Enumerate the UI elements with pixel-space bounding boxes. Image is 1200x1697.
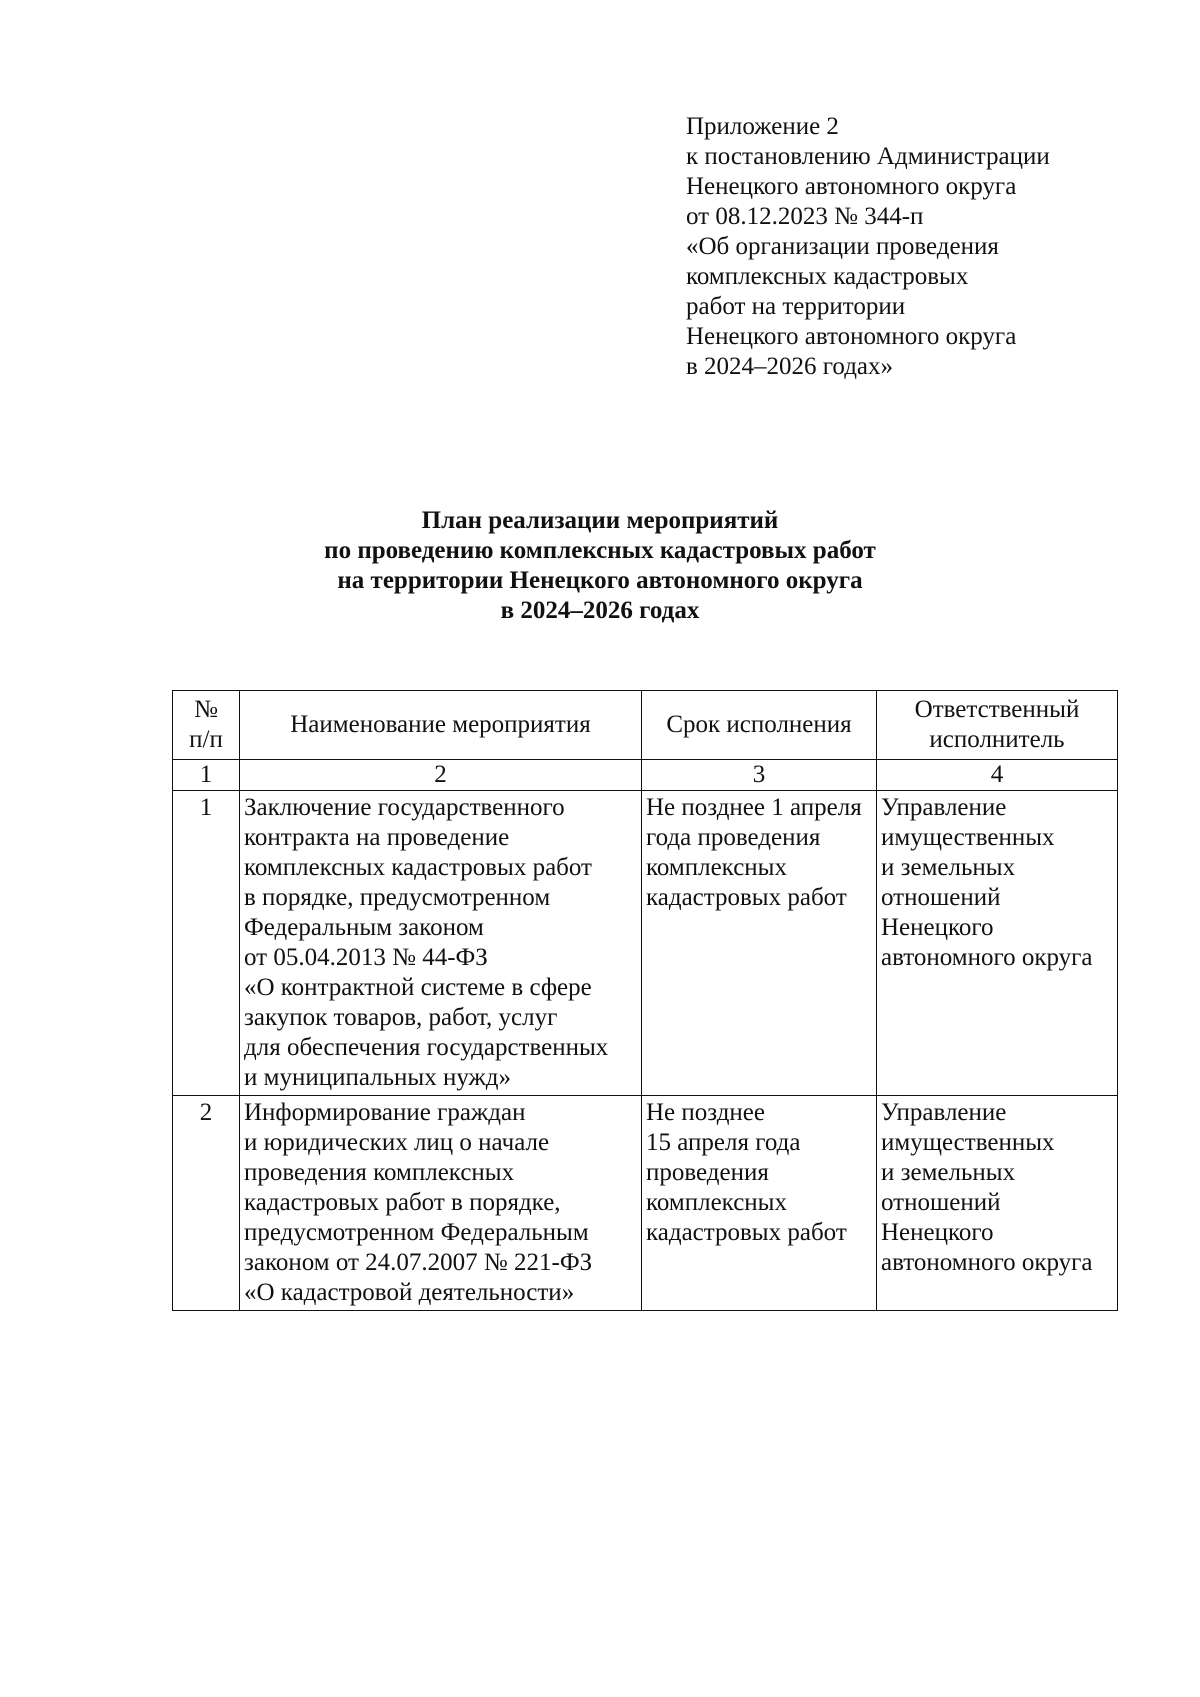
activity-name-cell-line: законом от 24.07.2007 № 221-ФЗ [244,1249,593,1276]
deadline-cell-line: проведения [646,1159,769,1186]
responsible-cell-line: и земельных [881,854,1016,881]
activity-name-cell-line: контракта на проведение [244,824,510,851]
activity-name-cell-line: «О контрактной системе в сфере [244,974,592,1001]
deadline-cell-line: Не позднее 1 апреля [646,794,862,821]
deadline-cell-line: года проведения [646,824,821,851]
activity-name-cell-line: проведения комплексных [244,1159,515,1186]
deadline-cell-line: кадастровых работ [646,1219,847,1246]
activity-name-cell-line: Информирование граждан [244,1099,526,1126]
header-number-line: № [194,696,218,723]
table-row [173,791,1118,1096]
appendix-line: «Об организации проведения [686,233,999,260]
column-number: 3 [642,760,877,791]
responsible-cell-line: автономного округа [881,944,1093,971]
header-name: Наименование мероприятия [240,691,642,760]
table-header-row [173,691,1118,760]
title-line: по проведению комплексных кадастровых работ [324,537,876,564]
activity-name-cell-line: «О кадастровой деятельности» [244,1279,575,1306]
row-number: 1 [173,791,240,1096]
responsible-cell-line: Ненецкого [881,914,994,941]
appendix-header [686,112,1050,382]
header-responsible-line: исполнитель [929,726,1065,753]
deadline-cell-line: 15 апреля года [646,1129,801,1156]
activity-name-cell-line: комплексных кадастровых работ [244,854,592,881]
activity-name-cell-line: в порядке, предусмотренном [244,884,551,911]
document-title [0,506,1200,626]
plan-table [172,690,1118,1311]
title-line: в 2024–2026 годах [500,597,700,624]
header-deadline: Срок исполнения [642,691,877,760]
activity-name-cell [240,1096,642,1311]
table-row [173,1096,1118,1311]
responsible-cell-line: отношений [881,884,1001,911]
appendix-line: работ на территории [686,293,906,320]
header-number [173,691,240,760]
column-numbers-row [173,760,1118,791]
responsible-cell-line: отношений [881,1189,1001,1216]
appendix-line: от 08.12.2023 № 344-п [686,203,924,230]
header-responsible [877,691,1118,760]
activity-name-cell-line: предусмотренном Федеральным [244,1219,589,1246]
activity-name-cell [240,791,642,1096]
deadline-cell-line: Не позднее [646,1099,765,1126]
title-line: План реализации мероприятий [421,507,779,534]
deadline-cell-line: комплексных [646,1189,787,1216]
activity-name-cell-line: Федеральным законом [244,914,484,941]
title-line: на территории Ненецкого автономного округа [337,567,863,594]
activity-name-cell-line: для обеспечения государственных [244,1034,609,1061]
responsible-cell [877,1096,1118,1311]
deadline-cell-line: комплексных [646,854,787,881]
activity-name-cell-line: от 05.04.2013 № 44-ФЗ [244,944,488,971]
deadline-cell [642,1096,877,1311]
appendix-line: Приложение 2 [686,113,839,140]
responsible-cell-line: имущественных [881,1129,1055,1156]
appendix-line: в 2024–2026 годах» [686,353,894,380]
responsible-cell-line: автономного округа [881,1249,1093,1276]
responsible-cell-line: Управление [881,794,1007,821]
column-number: 4 [877,760,1118,791]
deadline-cell-line: кадастровых работ [646,884,847,911]
row-number: 2 [173,1096,240,1311]
responsible-cell-line: и земельных [881,1159,1016,1186]
activity-name-cell-line: Заключение государственного [244,794,565,821]
header-responsible-line: Ответственный [914,696,1080,723]
activity-name-cell-line: закупок товаров, работ, услуг [244,1004,558,1031]
responsible-cell-line: Ненецкого [881,1219,994,1246]
appendix-line: комплексных кадастровых [686,263,969,290]
appendix-line: Ненецкого автономного округа [686,323,1017,350]
column-number: 1 [173,760,240,791]
header-number-line: п/п [189,726,223,753]
activity-name-cell-line: и муниципальных нужд» [244,1064,512,1091]
activity-name-cell-line: и юридических лиц о начале [244,1129,550,1156]
responsible-cell [877,791,1118,1096]
responsible-cell-line: Управление [881,1099,1007,1126]
column-number: 2 [240,760,642,791]
deadline-cell [642,791,877,1096]
appendix-line: к постановлению Администрации [686,143,1050,170]
responsible-cell-line: имущественных [881,824,1055,851]
appendix-line: Ненецкого автономного округа [686,173,1017,200]
activity-name-cell-line: кадастровых работ в порядке, [244,1189,561,1216]
